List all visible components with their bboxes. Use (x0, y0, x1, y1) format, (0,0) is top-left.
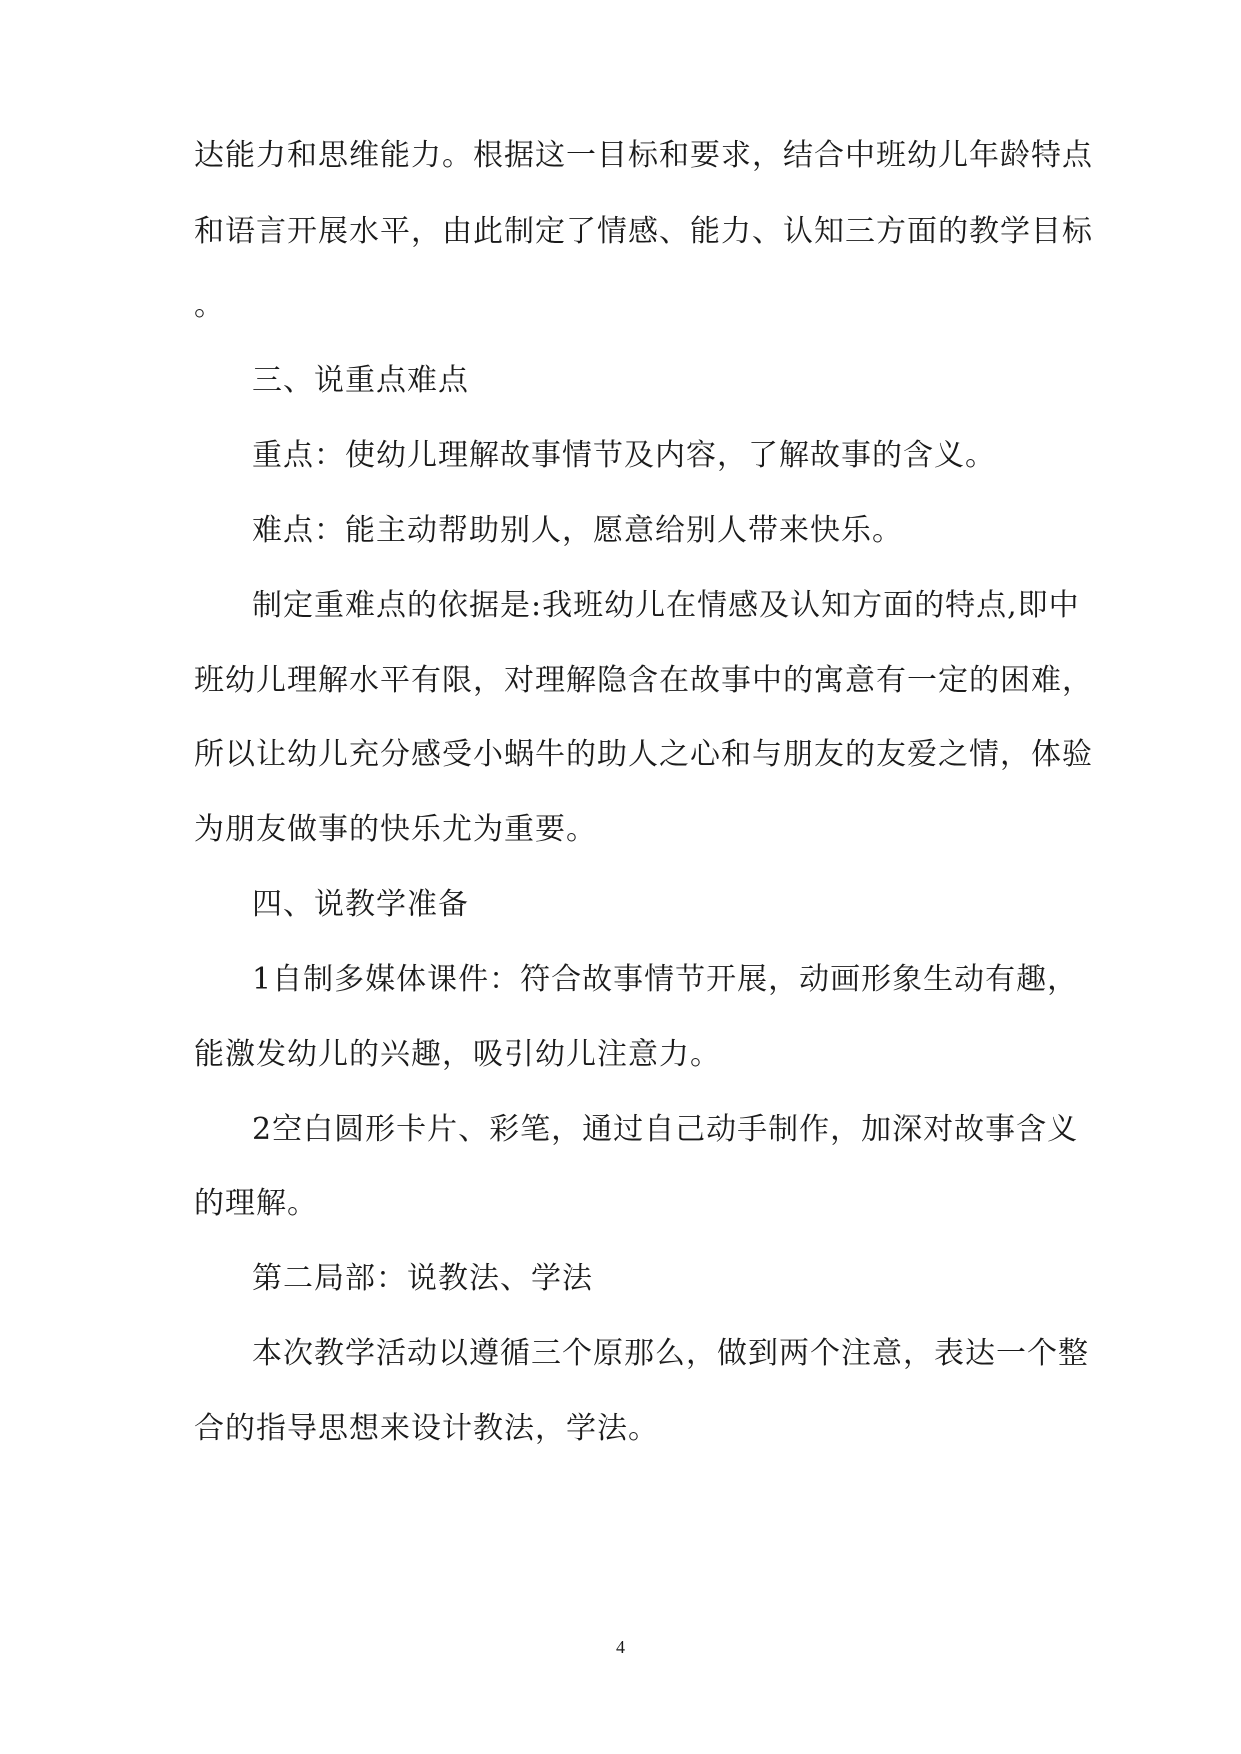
text-line: 。 (194, 288, 225, 323)
text-line: 合的指导思想来设计教法，学法。 (194, 1411, 659, 1446)
text-line: 本次教学活动以遵循三个原那么，做到两个注意，表达一个整 (252, 1336, 1089, 1371)
page-number: 4 (616, 1637, 625, 1657)
section-heading: 三、说重点难点 (252, 363, 469, 398)
text-line: 2空白圆形卡片、彩笔，通过自己动手制作，加深对故事含义 (252, 1112, 1079, 1147)
text-line: 所以让幼儿充分感受小蜗牛的助人之心和与朋友的友爱之情，体验 (194, 737, 1093, 772)
section-heading: 第二局部：说教法、学法 (252, 1261, 593, 1296)
text-line: 难点：能主动帮助别人，愿意给别人带来快乐。 (252, 513, 903, 548)
text-line: 的理解。 (194, 1186, 318, 1221)
text-line: 1自制多媒体课件：符合故事情节开展，动画形象生动有趣， (252, 962, 1079, 997)
text-line: 达能力和思维能力。根据这一目标和要求，结合中班幼儿年龄特点 (194, 138, 1093, 173)
text-line: 制定重难点的依据是:我班幼儿在情感及认知方面的特点,即中 (252, 588, 1080, 623)
text-line: 班幼儿理解水平有限，对理解隐含在故事中的寓意有一定的困难， (194, 663, 1093, 698)
section-heading: 四、说教学准备 (252, 887, 469, 922)
text-line: 重点：使幼儿理解故事情节及内容，了解故事的含义。 (252, 438, 996, 473)
text-line: 和语言开展水平，由此制定了情感、能力、认知三方面的教学目标 (194, 214, 1093, 249)
text-line: 为朋友做事的快乐尤为重要。 (194, 812, 597, 847)
text-line: 能激发幼儿的兴趣，吸引幼儿注意力。 (194, 1037, 721, 1072)
